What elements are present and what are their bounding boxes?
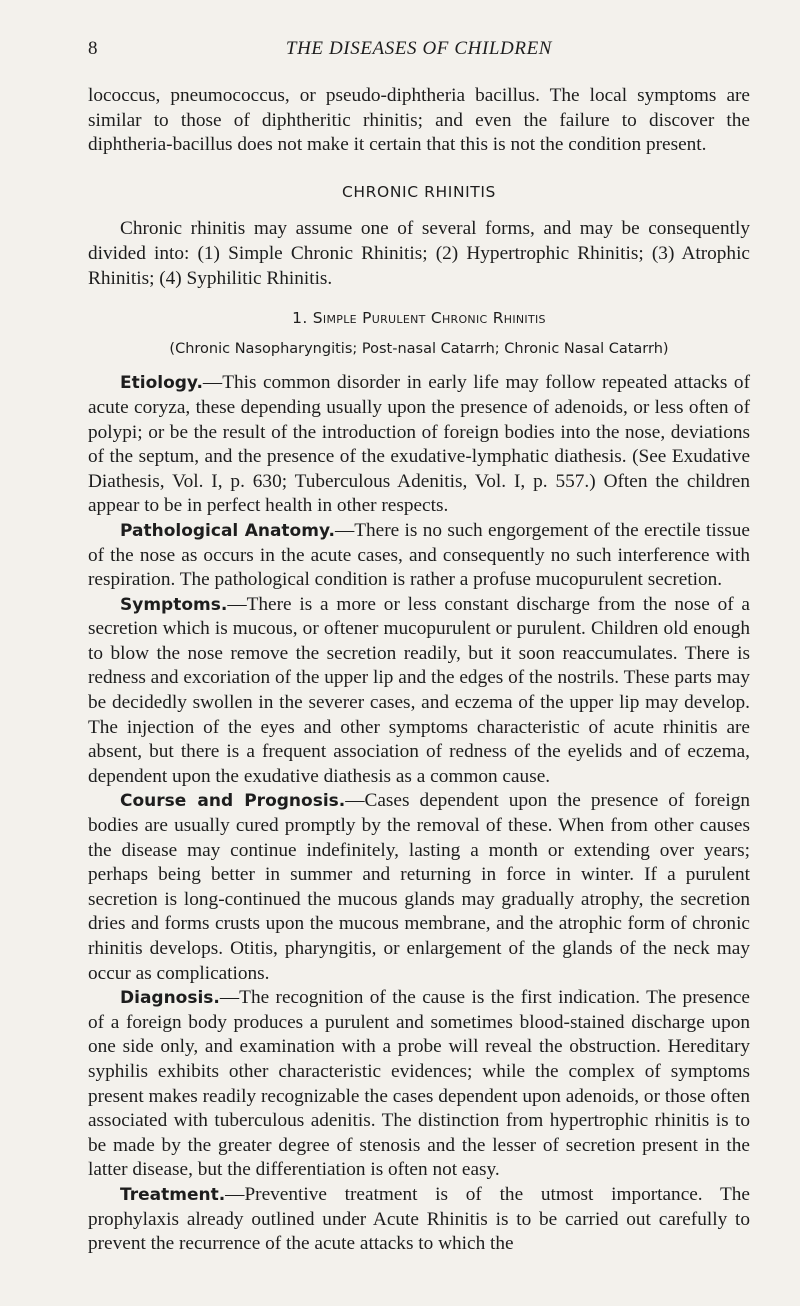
etiology-text: —This common disorder in early life may follow repeated attacks of acute coryza, these depending usually upon the presence of adenoids, or less often of polypi; or be the result of the introduction of foreign bodies into the nose, deviations of the septum, and the presence of the exudative-lymphatic diathesis. (See Exudative Diathesis, Vol. I, p. 630; Tuberculous Adenitis, Vol. I, p. 557.) Often the children appear to be in perfect health in other respects. bbox=[88, 372, 750, 517]
diagnosis-label: Diagnosis. bbox=[120, 988, 220, 1009]
body-text bbox=[88, 84, 750, 1257]
page-number: 8 bbox=[88, 38, 98, 59]
etiology-label: Etiology. bbox=[120, 373, 203, 394]
subsection-title: Simple Purulent Chronic Rhinitis bbox=[312, 309, 546, 328]
pathological-anatomy-paragraph bbox=[88, 519, 750, 593]
course-prognosis-text: —Cases dependent upon the presence of foreign bodies are usually cured promptly by the removal of these. When from other causes the disease may continue indefinitely, lasting a month or extending over years; perhaps being better in summer and returning in force in winter. If a purulent secretion is long-continued the mucous glands may gradually atrophy, the secretion dries and forms crusts upon the mucous membrane, and the atrophic form of chronic rhinitis develops. Otitis, pharyngitis, or enlargement of the glands of the neck may occur as complications. bbox=[88, 790, 750, 984]
course-prognosis-paragraph bbox=[88, 789, 750, 986]
pathological-anatomy-text: —There is no such engorgement of the erectile tissue of the nose as occurs in the acute cases, and consequently no such interference with respiration. The pathological condition is rather a profuse mucopurulent secretion. bbox=[88, 519, 750, 591]
subsection-number: 1. bbox=[292, 309, 308, 328]
etiology-paragraph bbox=[88, 371, 750, 519]
treatment-paragraph bbox=[88, 1183, 750, 1257]
symptoms-label: Symptoms. bbox=[120, 594, 228, 615]
section-heading-chronic-rhinitis: CHRONIC RHINITIS bbox=[341, 182, 496, 201]
running-head bbox=[88, 36, 750, 62]
course-prognosis-label: Course and Prognosis. bbox=[120, 791, 346, 812]
book-page bbox=[88, 36, 750, 1257]
treatment-label: Treatment. bbox=[120, 1184, 226, 1205]
running-title: THE DISEASES OF CHILDREN bbox=[285, 38, 553, 59]
diagnosis-text: —The recognition of the cause is the first indication. The presence of a foreign body produces a purulent and sometimes blood-stained discharge upon one side only, and examination with a probe will reveal the obstruction. Hereditary syphilis exhibits other characteristic evidences; while the complex of symptoms present makes readily recognizable the cases dependent upon adenoids, or those often associated with tuberculous adenitis. The distinction from hypertrophic rhinitis is to be made by the greater degree of stenosis and the lesser of secretion present in the latter disease, but the differentiation is often not easy. bbox=[88, 987, 750, 1181]
intro-paragraph: lococcus, pneumococcus, or pseudo-diphtheria bacillus. The local symptoms are similar to those of diphtheritic rhinitis; and even the failure to discover the diphtheria-bacillus does not make it certain that this is not the condition present. bbox=[88, 85, 750, 156]
chronic-rhinitis-paragraph: Chronic rhinitis may assume one of several forms, and may be consequently divided into: (1) Simple Chronic Rhinitis; (2) Hypertrophic Rhinitis; (3) Atrophic Rhinitis; (4) Syphilitic Rhinitis. bbox=[88, 218, 750, 289]
symptoms-text: —There is a more or less constant discharge from the nose of a secretion which is mucous, or oftener mucopurulent or purulent. Children old enough to blow the nose remove the secretion readily, but it soon reaccumulates. There is redness and excoriation of the upper lip and the edges of the nostrils. These parts may be decidedly swollen in the severer cases, and eczema of the upper lip may develop. The injection of the eyes and other symptoms characteristic of acute rhinitis are absent, but there is a frequent association of redness of the eyelids and of eczema, dependent upon the exudative diathesis as a common cause. bbox=[88, 593, 750, 787]
pathological-anatomy-label: Pathological Anatomy. bbox=[120, 520, 335, 541]
subsection-heading bbox=[88, 306, 750, 331]
treatment-text: —Preventive treatment is of the utmost importance. The prophylaxis already outlined under Acute Rhinitis is to be carried out carefully to prevent the recurrence of the acute attacks to which the bbox=[88, 1183, 750, 1255]
symptoms-paragraph bbox=[88, 593, 750, 790]
diagnosis-paragraph bbox=[88, 986, 750, 1183]
subsection-synonyms: (Chronic Nasopharyngitis; Post-nasal Catarrh; Chronic Nasal Catarrh) bbox=[169, 340, 669, 357]
